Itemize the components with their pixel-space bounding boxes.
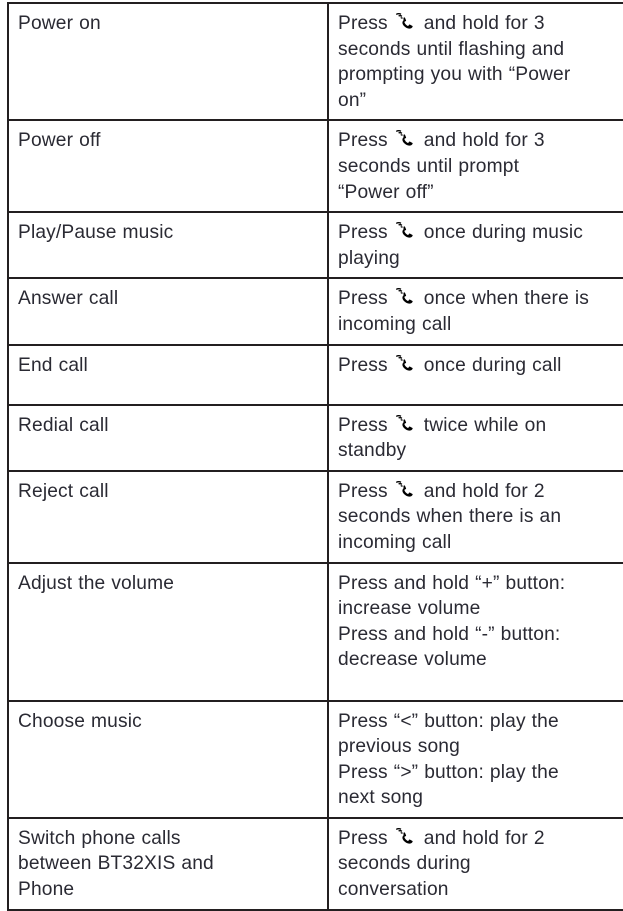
operation-text-line <box>338 571 623 597</box>
operation-text-segment: once during music <box>423 222 584 244</box>
action-cell <box>8 345 328 405</box>
operation-text-segment: seconds until prompt <box>338 155 520 177</box>
action-cell <box>8 278 328 344</box>
operation-cell <box>328 701 623 818</box>
operation-text-line <box>338 826 623 852</box>
action-text-line: Switch phone calls <box>18 827 181 849</box>
phone-call-icon <box>396 222 416 241</box>
operation-text-line <box>338 11 623 37</box>
operation-cell <box>328 212 623 278</box>
operation-text-segment: Press <box>338 480 388 502</box>
operation-text-line <box>338 220 623 246</box>
operation-text-segment: Press <box>338 222 388 244</box>
phone-call-icon <box>396 415 416 434</box>
operation-text-segment: incoming call <box>338 313 452 335</box>
operation-text-segment: playing <box>338 247 400 269</box>
action-cell <box>8 818 328 910</box>
operation-text-line <box>338 530 623 556</box>
operation-text-line <box>338 647 623 673</box>
operation-text-line <box>338 785 623 811</box>
table-row <box>8 818 623 910</box>
button-function-table <box>7 2 623 911</box>
phone-call-icon <box>396 828 416 847</box>
operation-text-segment: once during call <box>423 354 562 376</box>
operation-text-segment: “Power off” <box>338 181 434 203</box>
action-text-line: Power off <box>18 130 101 152</box>
operation-cell <box>328 3 623 120</box>
operation-text-line <box>338 479 623 505</box>
operation-text-line <box>338 734 623 760</box>
operation-text-segment: previous song <box>338 736 460 758</box>
operation-text-segment: and hold for 3 <box>423 130 545 152</box>
table-row <box>8 471 623 563</box>
operation-text-segment: Press <box>338 354 388 376</box>
action-cell <box>8 120 328 212</box>
operation-text-line <box>338 504 623 530</box>
action-cell <box>8 212 328 278</box>
table-row <box>8 345 623 405</box>
table-body <box>8 3 623 910</box>
table-row <box>8 3 623 120</box>
operation-text-segment: Press <box>338 130 388 152</box>
operation-text-line <box>338 709 623 735</box>
operation-text-segment: twice while on <box>423 414 547 436</box>
action-cell <box>8 471 328 563</box>
operation-text-line <box>338 851 623 877</box>
operation-cell <box>328 818 623 910</box>
operation-text-segment: and hold for 3 <box>423 13 545 34</box>
operation-text-segment: Press <box>338 827 388 849</box>
action-text-line: Reject call <box>18 480 109 502</box>
operation-text-segment: once when there is <box>423 288 590 310</box>
operation-text-segment: and hold for 2 <box>423 480 545 502</box>
operation-text-line <box>338 438 623 464</box>
operation-cell <box>328 278 623 344</box>
operation-text-line <box>338 596 623 622</box>
action-cell <box>8 405 328 471</box>
operation-text-segment: Press <box>338 288 388 310</box>
operation-text-segment: seconds during <box>338 853 471 875</box>
operation-text-segment: Press and hold “+” button: <box>338 572 566 594</box>
action-text-line: between BT32XIS and <box>18 853 214 875</box>
operation-text-segment: Press “<” button: play the <box>338 710 559 732</box>
operation-text-segment: prompting you with “Power <box>338 64 571 86</box>
table-row <box>8 405 623 471</box>
operation-text-line <box>338 286 623 312</box>
operation-text-segment: Press <box>338 414 388 436</box>
phone-call-icon <box>396 130 416 149</box>
table-row <box>8 563 623 701</box>
table-row <box>8 212 623 278</box>
operation-text-line <box>338 88 623 114</box>
phone-call-icon <box>396 13 416 32</box>
operation-text-segment: and hold for 2 <box>423 827 545 849</box>
operation-text-line <box>338 760 623 786</box>
operation-text-segment: Press “>” button: play the <box>338 761 559 783</box>
action-cell <box>8 701 328 818</box>
operation-text-segment: conversation <box>338 879 449 901</box>
phone-call-icon <box>396 481 416 500</box>
action-text-line: Play/Pause music <box>18 222 174 244</box>
operation-text-line <box>338 312 623 338</box>
operation-text-segment: incoming call <box>338 531 452 553</box>
operation-cell <box>328 563 623 701</box>
action-cell <box>8 563 328 701</box>
action-cell <box>8 3 328 120</box>
operation-text-line <box>338 413 623 439</box>
operation-text-segment: seconds when there is an <box>338 506 562 528</box>
operation-text-segment: standby <box>338 440 407 462</box>
operation-text-line <box>338 62 623 88</box>
operation-text-line <box>338 353 623 379</box>
table-row <box>8 701 623 818</box>
function-table-container <box>7 2 613 901</box>
operation-text-line <box>338 246 623 272</box>
operation-text-segment: on” <box>338 89 367 111</box>
operation-text-line <box>338 622 623 648</box>
action-text-line: Adjust the volume <box>18 572 175 594</box>
operation-text-line <box>338 37 623 63</box>
action-text-line: Redial call <box>18 414 109 436</box>
operation-text-segment: Press <box>338 13 388 34</box>
operation-text-segment: Press and hold “-” button: <box>338 623 561 645</box>
operation-cell <box>328 471 623 563</box>
operation-cell <box>328 405 623 471</box>
operation-text-segment: decrease volume <box>338 649 487 671</box>
operation-cell <box>328 120 623 212</box>
action-text-line: Choose music <box>18 710 142 732</box>
operation-text-segment: increase volume <box>338 598 481 620</box>
action-text-line: Phone <box>18 879 75 901</box>
operation-cell <box>328 345 623 405</box>
operation-text-line <box>338 154 623 180</box>
action-text-line: Answer call <box>18 288 119 310</box>
phone-call-icon <box>396 355 416 374</box>
action-text-line: End call <box>18 354 88 376</box>
table-row <box>8 120 623 212</box>
operation-text-line <box>338 180 623 206</box>
table-row <box>8 278 623 344</box>
operation-text-segment: seconds until flashing and <box>338 38 565 60</box>
operation-text-line <box>338 877 623 903</box>
operation-text-line <box>338 128 623 154</box>
action-text-line: Power on <box>18 13 101 34</box>
phone-call-icon <box>396 288 416 307</box>
operation-text-segment: next song <box>338 787 424 809</box>
